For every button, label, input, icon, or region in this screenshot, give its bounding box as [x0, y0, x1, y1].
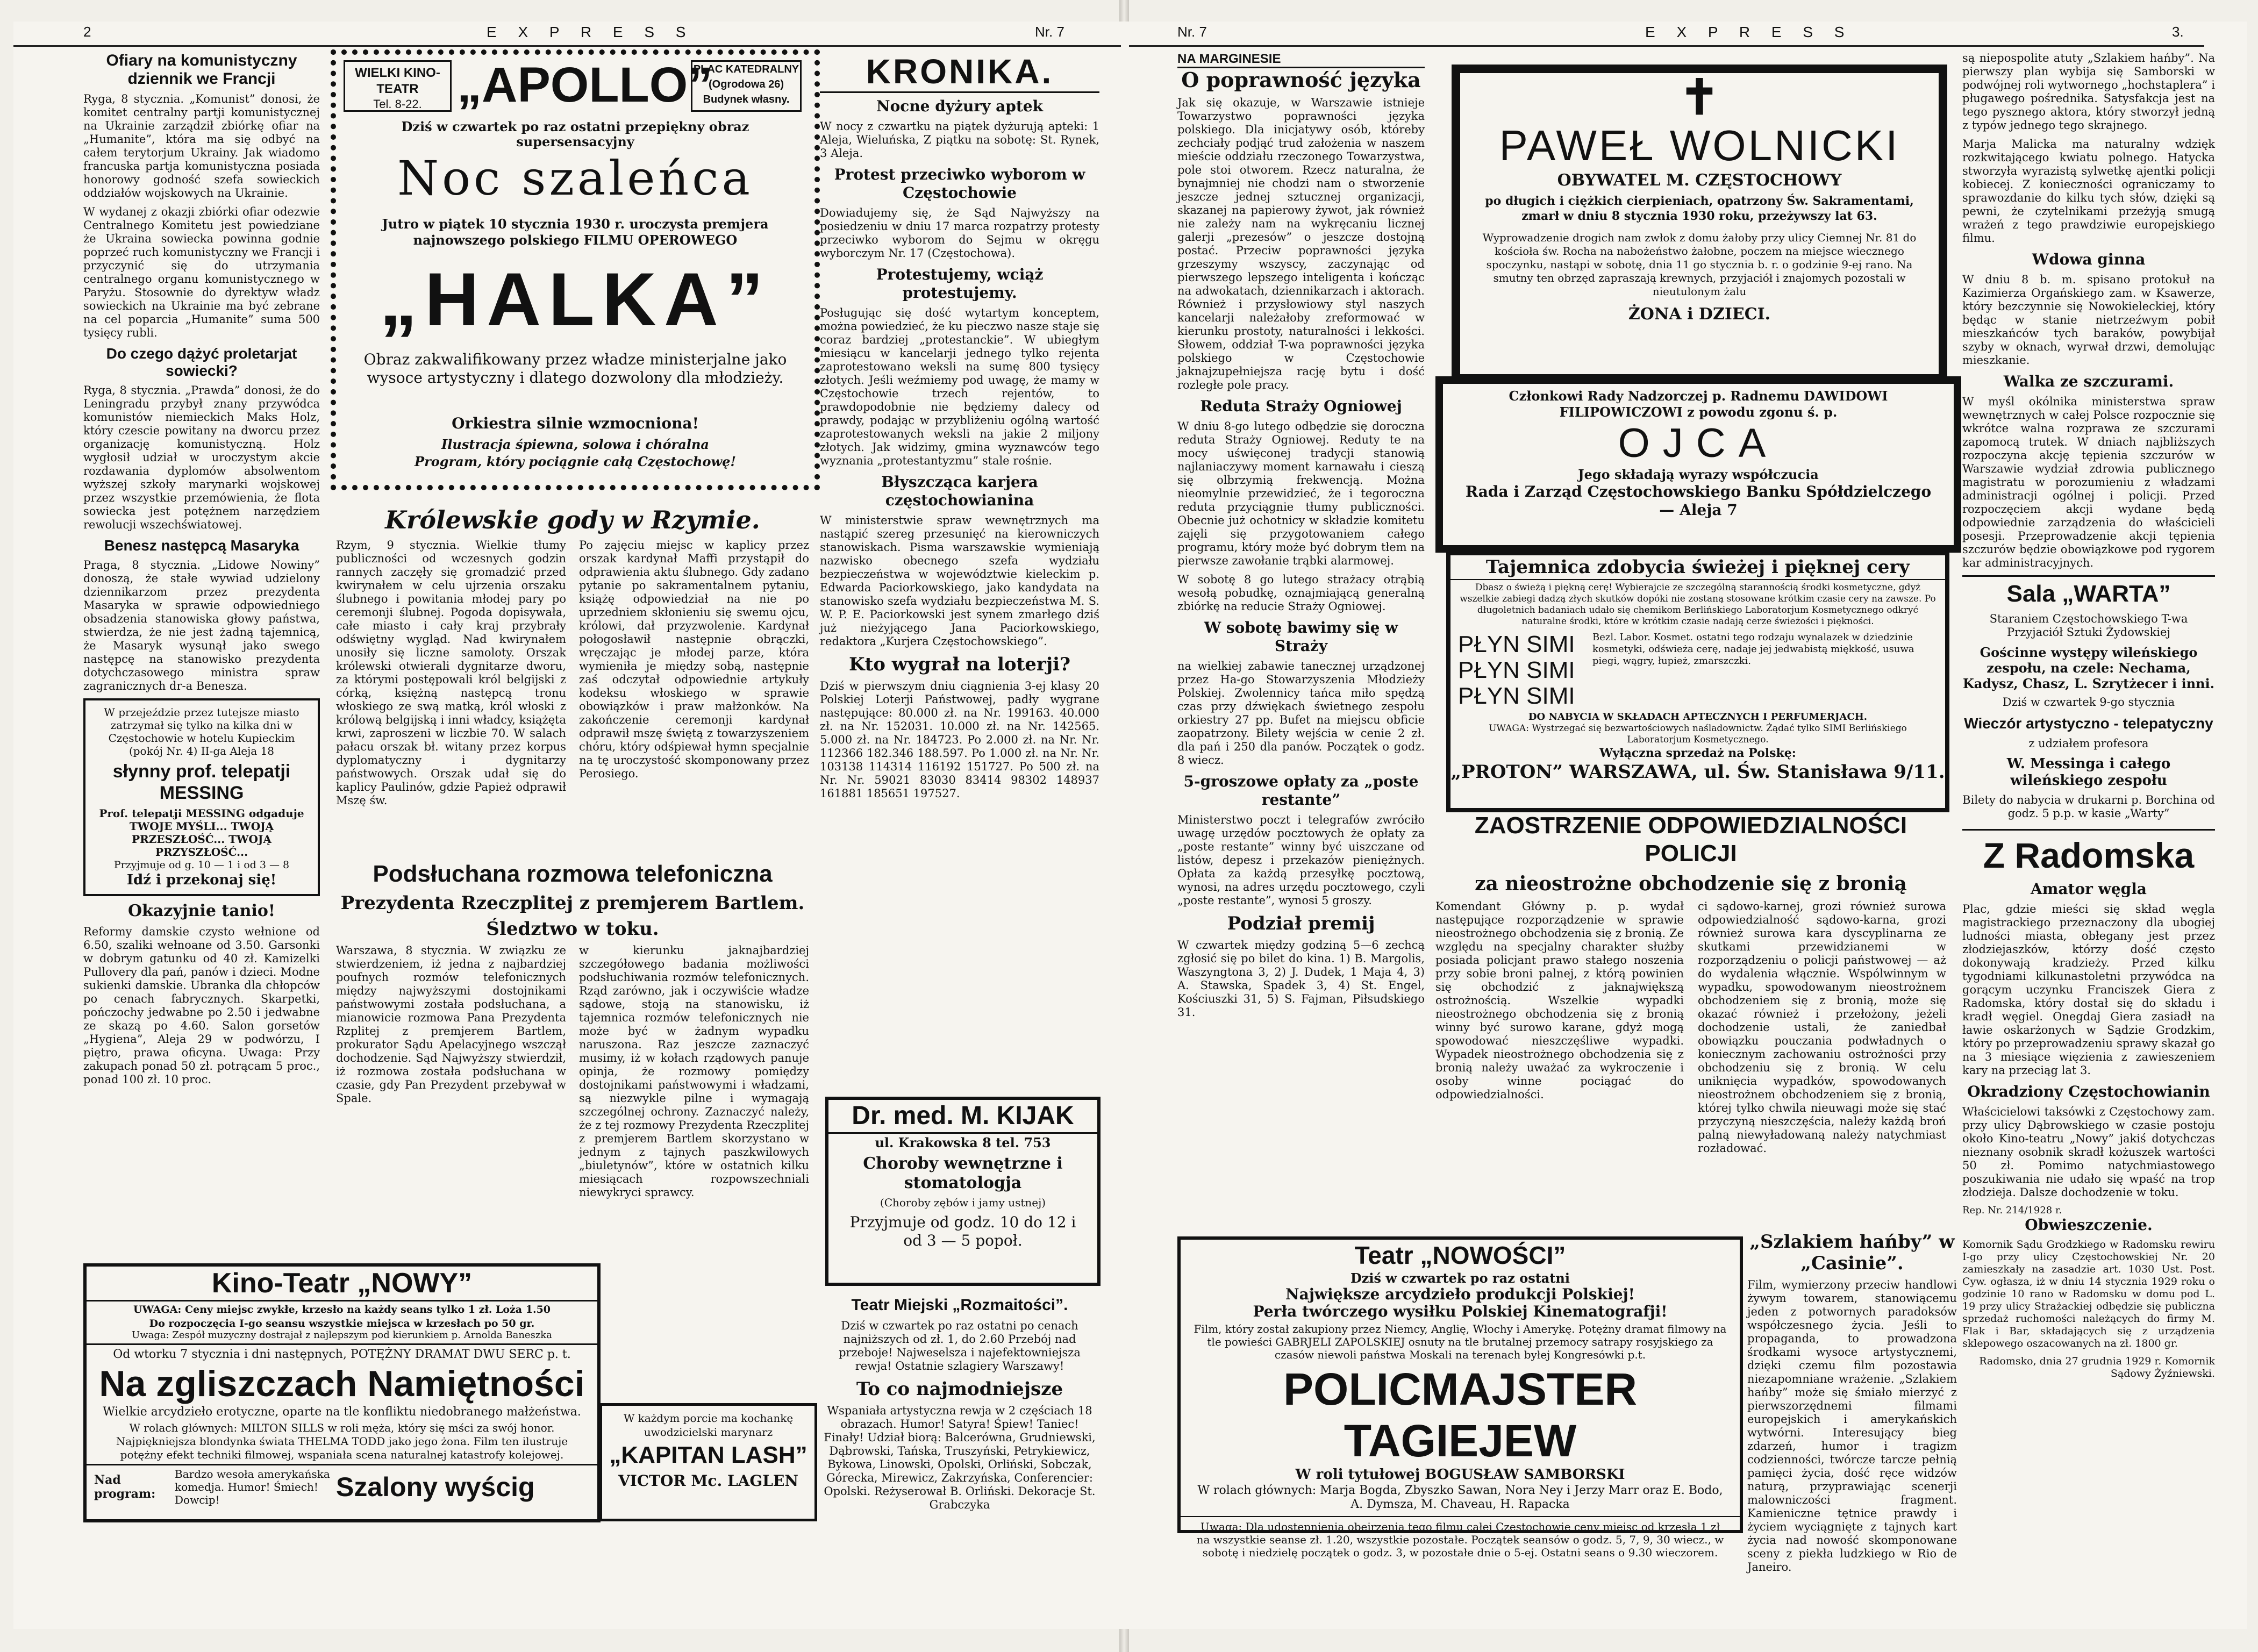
- article-text: Ministerstwo poczt i telegrafów zwróciło uwagę urzędów pocztowych że opłaty za „poste restante” winny być uiszczane od listów, depesz i przekazów pieniężnych. Opłata za każdą przesyłkę pocztową, wynosi, na adres urzędu pocztowego, czyli „poste restante”, wynosi 5 groszy.: [1177, 813, 1425, 907]
- headline: Podział premij: [1227, 913, 1375, 934]
- article-text: Właścicielowi taksówki z Częstochowy zam. przy ulicy Dąbrowskiego w czasie postoju około Kino-teatru „Nowy” jakiś dotychczas nieznany osobnik skradł kożuszek wartości 50 zł. Pomimo natychmiastowego poszukiwania nie udało się wpaść na trop złodzieja. Dalsze dochodzenie w toku.: [1962, 1105, 2215, 1199]
- article-text: W wydanej z okazji zbiórki ofiar odezwie Centralnego Komitetu jest powiedziane że Ukraina sowiecka powinna godnie poprzeć ruch komunistyczny we Francji i przyczynić się do utrzymania centralnego organu komunistycznego w Paryżu. Stosownie do dyrektyw władz sowieckich na Ukrainie ma być zebrane na cel poparcia „Humanite” suma 500 tysięcy rubli.: [83, 205, 320, 339]
- right-column-1: [1177, 52, 1425, 1159]
- simi-cosmetics-ad: [1446, 551, 1949, 812]
- ad-cta: Idź i przekonaj się!: [126, 872, 277, 888]
- nowy-line-2: Wielkie arcydzieło erotyczne, oparte na tle konfliktu niedobranego małżeństwa.: [103, 1405, 581, 1419]
- apollo-line-5: Ilustracja śpiewna, solowa i chóralna: [441, 437, 709, 452]
- headline: 5-groszowe opłaty za „poste restante”: [1183, 773, 1419, 809]
- headline: Kto wygrał na loterji?: [848, 654, 1070, 675]
- apollo-line-2: Jutro w piątek 10 stycznia 1930 r. uroczysta premjera najnowszego polskiego FILMU OPEROWEGO: [382, 216, 769, 248]
- issue-number: Nr. 7: [1177, 24, 1207, 40]
- ad-distributor: „PROTON” WARSZAWA, ul. Św. Stanisława 9/11.: [1450, 761, 1945, 783]
- product-name: PŁYN SIMI: [1458, 683, 1575, 709]
- headline: To co najmodniejsze: [856, 1378, 1063, 1400]
- ad-title: Tajemnica zdobycia świeżej i pięknej cery: [1450, 555, 1945, 580]
- article-text: W ministerstwie spraw wewnętrznych ma nastąpić szereg przesunięć na kierowniczych stanowiskach. Pisma warszawskie wymieniają nazwisko obecnego szefa wydziału bezpieczeństwa w województwie kieleckim p. Edwarda Paciorkowskiego, jako kandydata na stanowisko szefa wydziału bezpieczeństwa M. S. W. P. E. Paciorkowski jest synem zmarłego dziś już nieżyjącego Jana Paciorkowskiego, redaktora „Kurjera Częstochowskiego”.: [820, 514, 1099, 648]
- nowosci-title: Teatr „NOWOŚCI”: [1354, 1241, 1566, 1269]
- article-text: W nocy z czwartku na piątek dyżurują apteki: 1 Aleja, Wieluńska, Z piątku na sobotę: St. Rynek, 3 Aleja.: [820, 120, 1099, 160]
- kronika-column: [820, 52, 1099, 1062]
- nowosci-cast: W rolach głównych: Marja Bogda, Zbyszko Sawan, Nora Ney i Jerzy Marr oraz E. Bodo, A. Dymsza, M. Chaveau, H. Rapacka: [1197, 1484, 1723, 1511]
- cross-icon: ✝: [1679, 69, 1720, 126]
- apollo-line-3: Obraz zakwalifikowany przez władze ministerjalne jako wysoce artystyczny i dlatego dozwolony dla młodzieży.: [363, 351, 787, 387]
- article-signature: Radomsko, dnia 27 grudnia 1929 r. Komornik Sądowy Żyźniewski.: [1979, 1355, 2215, 1379]
- condolence-line-2: Jego składają wyrazy współczucia: [1578, 467, 1819, 482]
- headline: Okazyjnie tanio!: [127, 902, 276, 920]
- obituary-funeral: Wyprowadzenie drogich nam zwłok z domu żałoby przy ulicy Ciemnej Nr. 81 do kościoła św. Rocha na nabożeństwo żałobne, poczem na miejsce wiecznego spoczynku, nastąpi w sobotę, dnia 11 go stycznia b. r. o godzinie 9-ej rano. Na smutny ten obrzęd zapraszają krewnych, przyjaciół i znajomych pozostali w nieutulonym żalu: [1482, 231, 1917, 298]
- nowosci-roles: W roli tytułowej BOGUSŁAW SAMBORSKI: [1295, 1467, 1625, 1483]
- apollo-cinema-ad: [331, 49, 820, 490]
- headline: Amator węgla: [2031, 880, 2147, 898]
- masthead: E X P R E S S: [1645, 24, 1853, 40]
- headline: Walka ze szczurami.: [2003, 373, 2174, 390]
- article-text: w kierunku jaknajbardziej szczegółowego badania możliwości podsłuchiwania rozmów telefonicznych. Rząd zarówno, jak i oczywiście władze sądowe, stoją na stanowisku, iż tajemnica rozmów telefonicznych nie może być w żadnym wypadku naruszona. Raz jeszcze zaznaczyć musimy, iż w kołach rządowych panuje opinja, że rozmowy pomiędzy dostojnikami państwowymi i władzami, są niezwykle pilne i wymagają szczególnej ochrony. Zaznaczyć należy, że z tej rozmowy Prezydenta Rzeczplitej z premjerem Bartlem skorzystano w jednym z tajnych paszkwilowych „biuletynów”, które w ostatnich kilku miesiącach rozpowszechniali niewykryci sprawcy.: [579, 944, 809, 1199]
- doctor-specialty-note: (Choroby zębów i jamy ustnej): [880, 1196, 1046, 1209]
- ad-text: Dbasz o świeżą i piękną cerę! Wybierajcie ze szczególną starannością środki kosmetyczne, gdyż wszelkie zabiegi dadzą złych skutków dopóki nie zostaną stosowane krótkim czasie cery na zawsze. Po długoletnich badaniach udało się chemikom Berlińskiego Laboratorjum Kosmetycznego odkryć naturalne środki, które w krótkim czasie nadają cerze świeżości i piękności.: [1460, 582, 1936, 627]
- nowy-note-3: Uwaga: Zespół muzyczny dostrajał z najlepszym pod kierunkiem p. Arnolda Baneszka: [87, 1329, 597, 1345]
- condolence-name: OJCA: [1618, 420, 1779, 466]
- article-text: Reformy damskie czysto wełnione od 6.50, szaliki wełnoane od 3.50. Garsonki w dobrym gatunku od 40 zł. Kamizelki Pullovery dla pań, panów i dzieci. Modne sukienki damskie. Ubranka dla chłopców po cenach fabrycznych. Skarpetki, pończochy jedwabne po 2.50 i jedwabne ze skazą po 4.60. Salon gorsetów „Hygiena”, Aleja 29 w podwórzu, I piętro, prawa oficyna. Uwaga: Przy zakupach ponad 50 zł. potrącam 5 proc., ponad 100 zł. 10 proc.: [83, 925, 320, 1086]
- ad-hours: Przyjmuje od g. 10 — 1 i od 3 — 8: [113, 859, 290, 871]
- headline: ZAOSTRZENIE ODPOWIEDZIALNOŚCI POLICJI: [1474, 812, 1907, 867]
- nowosci-line-3: Perła twórczego wysiłku Polskiej Kinematografji!: [1253, 1303, 1668, 1320]
- obituary-wolnicki: [1452, 65, 1947, 383]
- doctor-specialty: Choroby wewnętrzne i stomatologja: [863, 1154, 1063, 1192]
- article-text: W sobotę 8 go lutego strażacy otrąbią wesołą pobudkę, oznajmiającą generalną zbiórkę na reducie Straży Ogniowej.: [1177, 573, 1425, 613]
- nowy-note-2: Do rozpoczęcia I-go seansu wszystkie miejsca w krzesłach po 50 gr.: [149, 1318, 535, 1329]
- doctor-name: Dr. med. M. KIJAK: [828, 1100, 1097, 1134]
- article-text: Komornik Sądu Grodzkiego w Radomsku rewiru I-go przy ulicy Częstochowskiej Nr. 20 zamieszkały na zasadzie art. 1030 Ust. Post. Cyw. ogłasza, iż w dniu 14 stycznia 1929 roku o godzinie 10 rano w Radomsku w domu pod L. 19 przy ulicy Strażackiej odbędzie się publiczna sprzedaż ruchomości należących do firmy M. Flak i Bar, składających się z urządzenia sklepowego oszacowanych na zł. 1800 gr.: [1962, 1239, 2215, 1349]
- subheadline: za nieostrożne obchodzenie się z bronią: [1475, 873, 1907, 895]
- subheadline: W. Messinga i całego wileńskiego zespołu: [2006, 756, 2171, 789]
- masthead: E X P R E S S: [487, 24, 695, 40]
- nowosci-line-2: Największe arcydzieło produkcji Polskiej!: [1285, 1285, 1635, 1303]
- article-text: Ryga, 8 stycznia. „Komunist” donosi, że komitet centralny partji komunistycznej na Ukrainie zarządził zbiórkę ofiar na „Humanite”, która ma się odbyć na całem terytorjum Ukrainy. Jak wiadomo francuska partja komunistyczna posiada honorowy godność szefa sowieckich oddziałów wojskowych na Ukrainie.: [83, 92, 320, 199]
- ad-title: słynny prof. telepatji MESSING: [112, 761, 291, 803]
- apollo-left-label: WIELKI KINO-TEATR: [355, 66, 440, 96]
- issue-number: Nr. 7: [1035, 24, 1064, 40]
- doctor-hours: Przyjmuje od godz. 10 do 12 i od 3 — 5 popoł.: [849, 1213, 1076, 1249]
- headline: Okradziony Częstochowianin: [1967, 1083, 2210, 1100]
- article-text: ci sądowo-karnej, grozi również surowa odpowiedzialność sądowo-karna, grozi również surowa kara dyscyplinarna ze skutkami przewidzianemi w rozporządzeniu o policji państwowej — aż do wydalenia włącznie. Wspólwinnym w wypadku, spowodowanym nieostrożnem obchodzeniem się z bronią, może się okazać również i przełożony, jeżeli dochodzenie ustali, że zaniedbał obowiązku pouczania podwładnych o koniecznym zachowaniu ostrożności przy obchodzeniu się z bronią. W celu uniknięcia wypadków, spowodowanych nieostrożnem obchodzeniem się z bronią, której tylko chwila nieuwagi może się stać przyczyną nieszczęścia, należy każdą broń palną niewyładowaną należy natychmiast rozładować.: [1698, 900, 1946, 1155]
- kijak-doctor-ad: [825, 1097, 1101, 1286]
- ad-line: W każdym porcie ma kochankę uwodzicielski marynarz: [623, 1412, 794, 1439]
- apollo-film-1: Noc szaleńca: [397, 151, 753, 206]
- article-text: Wspaniała artystyczna rewja w 2 częściach 18 obrazach. Humor! Satyra! Śpiew! Taniec! Finały! Udział biorą: Balcerówna, Grudniewski, Dąbrowski, Tańska, Truszyński, Petrykiewicz, Bykowa, Linowski, Opolski, Orliński, Sobczak, Górecka, Mirewicz, Zakrzyńska, Conferencier: Opolski. Reżyserował B. Orliński. Dekoracje St. Grabczyka: [824, 1404, 1096, 1511]
- right-page-header: [1129, 22, 2204, 47]
- teatr-miejski-article: [820, 1296, 1099, 1521]
- headline: Sala „WARTA”: [2006, 581, 2171, 607]
- headline: Protest przeciwko wyborom w Częstochowie: [834, 166, 1085, 202]
- article-text: Rzym, 9 stycznia. Wielkie tłumy publiczności od wczesnych godzin rannych zaczęły się gromadzić przed kwirynałem w celu ujrzenia orszaku ślubnego i powitania młodej pary po ceremonji ślubnej. Pogoda dopisywała, całe miasto i cały kraj przybrały odświętny wygląd. Nad kwirynałem unosiły się liczne samoloty. Orszak królewski otwierali dygnitarze dworu, za którymi postępowali król belgijski z córką, księżną następcą tronu włoskiego ze swą matką, król włoski z królową belgijską i inni władcy, książęta krwi, zaproszeni w liczbie 70. W salach pałacu orszak bł. witany przez korpus dyplomatyczny i dygnitarzy państwowych. Orszak udał się do kaplicy Paulinów, gdzie Papież odprawił Mszę św.: [336, 539, 566, 807]
- article-text: Posługując się dość wytartym konceptem, można powiedzieć, że ku pieczwo nasze staje się coraz bardziej „protestanckie”. W ubiegłym miesiącu w kancelarji jednego tylko rejenta zaprotestowano weksli na sumę 800 tysięcy złotych. Jeśli weźmiemy pod uwagę, że mamy w Częstochowie trzech rejentów, to prawdopodobnie nie będziemy dalecy od prawdy, podając w przybliżeniu ogólną wartość zaprotestowanych weksli na jakie 2 miljony złotych. Jak widzimy, gmina wyznawców tego wyznania „protestantyzmu” stale rośnie.: [820, 306, 1099, 467]
- product-description: Bezl. Labor. Kosmet. ostatni tego rodzaju wynalazek w dziedzinie kosmetyki, odświeża cerę, nadaje jej jedwabistą miękkość, usuwa piegi, wągry, łupież, zmarszczki.: [1592, 632, 1914, 667]
- article-text: Marja Malicka ma naturalny wdzięk rozkwitającego kwiatu polnego. Hatycka stworzyła wyrazistą sylwetkę ajentki policji kobiecej. Z konieczności ograniczamy to sprawozdanie do kilku tych słów, dzięki są pewni, że czytelnikami przeżyją smugą wrażeń z tego prawdziwie europejskiego filmu.: [1962, 138, 2215, 245]
- page-number: 2: [83, 24, 91, 40]
- nowy-cinema-ad: [83, 1263, 601, 1522]
- headline: Podsłuchana rozmowa telefoniczna: [373, 861, 773, 887]
- apollo-film-2: „HALKA”: [380, 257, 771, 341]
- apollo-line-4: Orkiestra silnie wzmocniona!: [452, 414, 699, 432]
- headline: „Szlakiem hańby” w „Casinie”.: [1749, 1231, 1955, 1274]
- nowy-extra-label: Nad program:: [94, 1473, 156, 1501]
- headline: Obwieszczenie.: [2025, 1216, 2153, 1234]
- subheadline: Gościnne występy wileńskiego zespołu, na czele: Nechama, Kadysz, Chasz, L. Szrytżecer i inni.: [1963, 645, 2214, 691]
- subheadline: Wieczór artystyczno - telepatyczny: [1964, 715, 2213, 732]
- section-title: Z Radomska: [1983, 835, 2195, 875]
- podsluchana-article: [336, 860, 809, 1258]
- article-text: Dziś w czwartek 9-go stycznia: [2002, 696, 2175, 709]
- subheadline: Śledztwo w toku.: [486, 918, 659, 940]
- headline: Do czego dążyć proletarjat sowiecki?: [106, 345, 297, 379]
- nowosci-film: POLICMAJSTER TAGIEJEW: [1283, 1364, 1638, 1466]
- nowosci-cinema-ad: [1177, 1236, 1743, 1559]
- headline: Królewskie gody w Rzymie.: [385, 505, 760, 534]
- ad-availability: DO NABYCIA W SKŁADACH APTECZNYCH I PERFUMERJACH.: [1528, 711, 1868, 723]
- nowy-note-1: UWAGA: Ceny miejsc zwykłe, krzesło na każdy seans tylko 1 zł. Loża 1.50: [133, 1304, 551, 1315]
- article-text: Ryga, 8 stycznia. „Prawda” donosi, że do Leningradu przybył znany przywódca komunistów niemieckich Maks Holz, który czescie powitany na dworcu przez organizację komunistyczną. Holz wygłosił udział w uroczystym akcie rozdawania dyplomów absolwentom wyższej szkoły marynarki wojskowej przez wszystkie przemówienia, że flota sowiecka jest potężnem narzędziem rewolucji wszechświatowej.: [83, 384, 320, 531]
- article-text: Jak się okazuje, w Warszawie istnieje Towarzystwo poprawności języka polskiego. Dla inicjatywy osób, któreby zechciały podjąć trud założenia w naszem mieście oddziału rzeczonego Towarzystwa, pole stoi otworem. Rzecz naturalna, że bynajmniej nie chodzi nam o stworzenie jeszcze jednej sztucznej organizacji, skazanej na papierowy żywot, jak również nie zależy nam na wykręcaniu licznej galerji „prezesów” o jeszcze dostojną postać. Przeciw poprawności języka grzeszymy wszyscy, zaczynając od pierwszego lepszego inteligenta i kończąc na adwokatach, dziennikarzach i aktorach. Również i przysłowiowy styl naszych kancelarji należałoby zreformować w kierunku prostoty, naturalności i lekkości. Słowem, oddział T-wa poprawności języka polskiego w Częstochowie jaknajzupełniejsza rację bytu i dość rozległe pole pracy.: [1177, 96, 1425, 391]
- apollo-line-6: Program, który pociągnie całą Częstochowę!: [415, 454, 736, 469]
- right-page: [1129, 22, 2247, 1629]
- product-name: PŁYN SIMI: [1458, 657, 1575, 683]
- headline: O poprawność języka: [1181, 68, 1421, 92]
- nowy-film: Na zgliszczach Namiętności: [99, 1363, 585, 1404]
- article-text: są niepospolite atuty „Szlakiem hańby”. Na pierwszy plan wybija się Samborski w podwójnej roli wytwornego „hochstaplera” i pługawego pośrednika. Satysfakcja jest na tego pysznego aktora, który stworzył jedną z typów jednego tego skrajnego.: [1962, 52, 2215, 132]
- obituary-role: OBYWATEL M. CZĘSTOCHOWY: [1557, 171, 1842, 190]
- article-text: z udziałem profesora: [2028, 737, 2149, 750]
- article-text: Po zajęciu miejsc w kaplicy przez orszak kardynał Maffi przystąpił do odprawienia aktu ślubnego. Gdy zadano pytanie po sakramentalnem pytaniu, książę odpowiedział na nie po uprzedniem skłonieniu się swemu ojcu, królowi, dał przyzwolenie. Kardynał połogosławił następnie obrączki, wręczając je młodej parze, która wymieniła je między sobą, następnie zaś odczytał odpowiednie artykuły kodeksu włoskiego w sprawie obowiązków i praw małżonków. Na zakończenie ceremonji kardynał odprawił mszę świętą z towarzyszeniem chóru, który odśpiewał hymn specjalnie na tę uroczystość skomponowany przez Perosiego.: [579, 539, 809, 780]
- ad-text: W przejeździe przez tutejsze miasto zatrzymał się tylko na kilka dni w Częstochowie w hotelu Kupieckim (pokój Nr. 4) II-ga Aleja 18: [104, 706, 299, 757]
- apollo-phone: Tel. 8-22.: [373, 97, 422, 111]
- nowy-extra-title: Szalony wyścig: [336, 1472, 535, 1502]
- apollo-right-box: PLAC KATEDRALNY (Ogrodowa 26) Budynek własny.: [691, 60, 802, 112]
- apollo-left-box: [344, 60, 452, 112]
- headline: W sobotę bawimy się w Straży: [1204, 619, 1398, 655]
- reference-number: Rep. Nr. 214/1928 r.: [1962, 1205, 2062, 1216]
- apollo-title: „APOLLO”: [457, 58, 713, 112]
- szlakiem-hanby-article: [1747, 1231, 1957, 1574]
- ad-title: „KAPITAN LASH”: [609, 1442, 808, 1468]
- messing-ad: [83, 698, 320, 896]
- condolence-signature: Rada i Zarząd Częstochowskiego Banku Spółdzielczego — Aleja 7: [1465, 483, 1932, 519]
- headline: Reduta Straży Ogniowej: [1200, 397, 1402, 415]
- condolence-line-1: Członkowi Rady Nadzorczej p. Radnemu DAWIDOWI FILIPOWICZOWI z powodu zgonu ś. p.: [1509, 388, 1888, 420]
- nowy-line-1: Od wtorku 7 stycznia i dni następnych, POTĘŻNY DRAMAT DWU SERC p. t.: [113, 1348, 571, 1361]
- nowy-line-3: W rolach głównych: MILTON SILLS w roli męża, który się mści za swój honor. Najpiękniejsza blondynka świata THELMA TODD jako jego żona. Film ten ilustruje potężny efekt techniki filmowej, wspaniała scena naturalnej katastrofy kolejowej.: [116, 1421, 568, 1461]
- obituary-text: po długich i ciężkich cierpieniach, opatrzony Św. Sakramentami, zmarł w dniu 8 stycznia 1930 roku, przeżywszy lat 63.: [1485, 194, 1914, 223]
- ad-distributor-label: Wyłączna sprzedaż na Polskę:: [1599, 746, 1796, 760]
- nowosci-note: Uwaga: Dla udostępnienia obejrzenia tego filmu całej Częstochowie ceny miejsc od krzesła 1 zł na wszystkie seanse zł. 1.20, wszystkie pozostałe. Początek seansów o godz. 5, 7, 9, 30 wiecz., w sobotę i niedzielę początek o godz. 3, w pozostałe dnie o 5-ej. Ostatni seans o 9.30 wieczorem.: [1181, 1516, 1740, 1562]
- article-text: W dniu 8-go lutego odbędzie się doroczna reduta Straży Ogniowej. Reduty te na mocy uświęconej tradycji stanowią najlaniaczywy moment karnawału i cieszą się olbrzymią frekwencją. Można nieomylnie przewidzieć, że i tegoroczna reduta przyciągnie tłumy publiczności. Obecnie już ochotnicy w składzie komitetu zajęli się przygotowaniem całego programu, który może być dobrym tłem na pierwsze zawołanie trąbki alarmowej.: [1177, 420, 1425, 567]
- headline: Wdowa ginna: [2032, 251, 2146, 268]
- section-kicker: NA MARGINESIE: [1177, 52, 1425, 68]
- article-text: Komendant Główny p. p. wydał następujące rozporządzenie w sprawie nieostrożnego obchodzenia się z bronią. Ze względu na specjalny charakter służby posiada policjant prawo stałego noszenia przy sobie broni palnej, z którą powinien się obchodzić z jaknajwiększą ostrożnością. Wszelkie wypadki nieostrożnego obchodzenia się z bronią winny być surowo karane, gdyż mogą spowodować nieszczęśliwe wypadki. Wypadek nieostrożnego obchodzenia się z bronią należy uważać za wykroczenie i osoby winne pociągać do odpowiedzialności.: [1435, 900, 1684, 1101]
- article-text: W myśl okólnika ministerstwa spraw wewnętrznych w całej Polsce rozpocznie się wkrótce walna rozprawa ze szczurami zapomocą trutek. W dniach najbliższych rozpoczyna akcję tępienia szczurów w Warszawie wydział zdrowia publicznego magistratu w porozumieniu z władzami administracji ogólnej i policji. Przed rozpoczęciem akcji wydane będą odpowiednie zarządzenia do właścicieli posesji. Przeprowadzenie akcji tępienia szczurów będzie obowiązkowe pod rygorem kar administracyjnych.: [1962, 395, 2215, 569]
- headline: Ofiary na komunistyczny dziennik we Francji: [106, 52, 297, 88]
- left-page-header: [13, 22, 1121, 47]
- article-text: Dziś w pierwszym dniu ciągnienia 3-ej klasy 20 Polskiej Loterji Państwowej, padły wygrane następujące: 80.000 zł. na Nr. 199163. 40.000 zł. na Nr. 152031. 10.000 zł. na Nr. 142565. 5.000 zł. na Nr. 184723. Po 2.000 zł. na Nr. Nr. 112366 182.346 188.597. Po 1.000 zł. na Nr. Nr. 103138 114314 116192 151727. Po 500 zł. na Nr. Nr. 59021 83030 83414 98302 148937 161881 185651 197527.: [820, 680, 1099, 800]
- warta-notice: [1962, 575, 2215, 831]
- nowosci-line-1: Dziś w czwartek po raz ostatni: [1350, 1270, 1570, 1286]
- article-text: Plac, gdzie mieści się skład węgla magistrackiego przeznaczony dla ubogiej ludności miasta, obłegany jest przez złodziejaszków, którzy dość często dokonywają kradzieży. Przed kilku tygodniami kilkunastoletni przywódca na gorącym uczynku Franciszek Giera z Radomska, który dostał się do składu i kradł węgiel. Onegdaj Giera zasiadł na ławie oskarżonych w Sądzie Grodzkim, który po przeprowadzeniu sprawy skazał go na 3 miesiące więzienia z zawieszeniem kary na przeciąg lat 3.: [1962, 903, 2215, 1077]
- ad-warning: UWAGA: Wystrzegać się bezwartościowych naśladownictw. Żądać tylko SIMI Berlińskiego Laboratorjum Kosmetycznego.: [1489, 723, 1907, 745]
- nowy-title: Kino-Teatr „NOWY”: [87, 1267, 597, 1301]
- ad-actor: VICTOR Mc. LAGLEN: [618, 1472, 798, 1490]
- kapitan-lash-ad: [599, 1403, 817, 1521]
- subheadline: Prezydenta Rzeczplitej z premjerem Bartlem.: [340, 892, 805, 914]
- article-text: Bilety do nabycia w drukarni p. Borchina od godz. 5 p.p. w kasie „Warty”: [1962, 793, 2215, 820]
- article-text: Warszawa, 8 stycznia. W związku ze stwierdzeniem, iż jedna z najbardziej poufnych rozmów telefonicznych między najwyższymi dostojnikami państwowymi została podsłuchana, a mianowicie rozmowa Pana Prezydenta Rzplitej z premjerem Bartlem, prokurator Sądu Apelacyjnego wszczął dochodzenie. Sąd Najwyższy stwierdził, iż rozmowa została podsłuchana w czasie, gdy Pan Prezydent przebywał w Spale.: [336, 944, 566, 1105]
- article-text: na wielkiej zabawie tanecznej urządzonej przez Ha-go Stowarzyszenia Młodzieży Polskiej. Zwolennicy tańca miło spędzą czas przy dźwiękach świetnego zespołu orkiestry 27 pp. Bufet na miejscu obficie zaopatrzony. Bilety wejścia w cenie 2 zł. dla pań i 250 dla panów. Początek o godz. 8 wiecz.: [1177, 660, 1425, 767]
- headline: Protestujemy, wciąż protestujemy.: [876, 266, 1044, 302]
- obituary-filipowicz: [1435, 376, 1961, 553]
- section-title: KRONIKA.: [820, 52, 1099, 93]
- ad-subtitle: Prof. telepatji MESSING odgaduje TWOJE MYŚLI... TWOJĄ PRZESZŁOŚĆ... TWOJĄ PRZYSZŁOŚĆ...: [99, 807, 304, 859]
- article-text: Dowiadujemy się, że Sąd Najwyższy na posiedzeniu w dniu 17 marca rozpatrzy protesty przeciwko wyborom do Sejmu w okręgu wyborczym Nr. 17 (Częstochowa).: [820, 206, 1099, 260]
- obituary-name: PAWEŁ WOLNICKI: [1499, 121, 1900, 169]
- left-page: [13, 22, 1132, 1629]
- article-text: Staraniem Częstochowskiego T-wa Przyjaciół Sztuki Żydowskiej: [1989, 612, 2188, 639]
- right-column-3: [1962, 52, 2215, 1535]
- nowy-extra-note: Bardzo wesoła amerykańska komedja. Humor! Śmiech! Dowcip!: [175, 1468, 330, 1506]
- article-text: W czwartek między godziną 5—6 zechcą zgłosić się po bilet do kina. 1) B. Margolis, Waszyngtona 3, 2) J. Dudek, 1 Maja 4, 3) A. Stawska, Spadek 3, 4) St. Engel, Kościuszki 31, 5) S. Fajman, Piłsudskiego 31.: [1177, 939, 1425, 1019]
- zaostrzenie-article: [1435, 812, 1946, 1210]
- headline: Teatr Miejski „Rozmaitości”.: [851, 1296, 1068, 1314]
- article-text: Praga, 8 stycznia. „Lidowe Nowiny” donoszą, że stałe wywiad udzielony dziennikarzom przez prezydenta Masaryka w sprawie odpowiedniego obsadzenia stanowiska głowy państwa, stwierdza, że nie jest żadną tajemnicą, że Masaryk wysunął jako swego następcę na stanowisko prezydenta dotychczasowego ministra spraw zagranicznych dr-a Benesza.: [83, 559, 320, 692]
- article-text: Dziś w czwartek po raz ostatni po cenach najniższych od zł. 1, do 2.60 Przebój nad przeboje! Najweselsza i najefektowniejsza rewja! Ostatnie szlagiery Warszawy!: [839, 1319, 1081, 1372]
- headline: Nocne dyżury aptek: [876, 97, 1043, 115]
- apollo-line-1: Dziś w czwartek po raz ostatni przepiękny obraz supersensacyjny: [401, 119, 749, 149]
- headline: Benesz następcą Masaryka: [104, 537, 299, 554]
- headline: Błyszcząca karjera częstochowianina: [881, 473, 1038, 509]
- krolewskie-gody-article: [336, 505, 809, 807]
- page-number: 3.: [2172, 24, 2184, 40]
- product-name: PŁYN SIMI: [1458, 631, 1575, 657]
- doctor-address: ul. Krakowska 8 tel. 753: [875, 1135, 1051, 1150]
- nowosci-line-4: Film, który został zakupiony przez Niemcy, Anglię, Włochy i Amerykę. Potężny dramat filmowy na tle powieści GABRJELI ZAPOLSKIEJ osnuty na tle brutalnej przemocy satrapy rosyjskiego za czasów niewoli państwa Moskali na terenach byłej Kongresówki p.t.: [1194, 1322, 1727, 1361]
- article-text: Film, wymierzony przeciw handlowi żywym towarem, stanowiącemu jeden z potwornych paradoksów współczesnego życia. Jeśli to propaganda, to prowadzona środkami wysoce artystycznemi, dzięki czemu film pozostawia niezapomniane wrażenie. „Szlakiem hańby” może się śmiało mierzyć z pierwszorzędnemi filmami europejskich i amerykańskich wytwórni. Interesujący bieg zdarzeń, humor i tragizm codzienności, twórcze tarcze pełnią pamięci życia, dość ręce widzów naturą, przyprawiając scenerji malowniczości fragment. Kamieniczne tętnice prawdy i życiem wyciągnięte z tajnych kart życia nad nowość skomponowane sceny z piekła ludzkiego w Rio de Janeiro.: [1747, 1278, 1957, 1574]
- obituary-signature: ŻONA i DZIECI.: [1628, 305, 1771, 324]
- article-text: W dniu 8 b. m. spisano protokuł na Kazimierza Orgańskiego zam. w Ksawerze, który bezczynnie się Nowokieleckiej, który będąc w stanie nietrzeźwym pobił mieszkańców tych baraków, powybijał szyby w oknach, wyrwał drzwi, demolując mieszkanie.: [1962, 273, 2215, 367]
